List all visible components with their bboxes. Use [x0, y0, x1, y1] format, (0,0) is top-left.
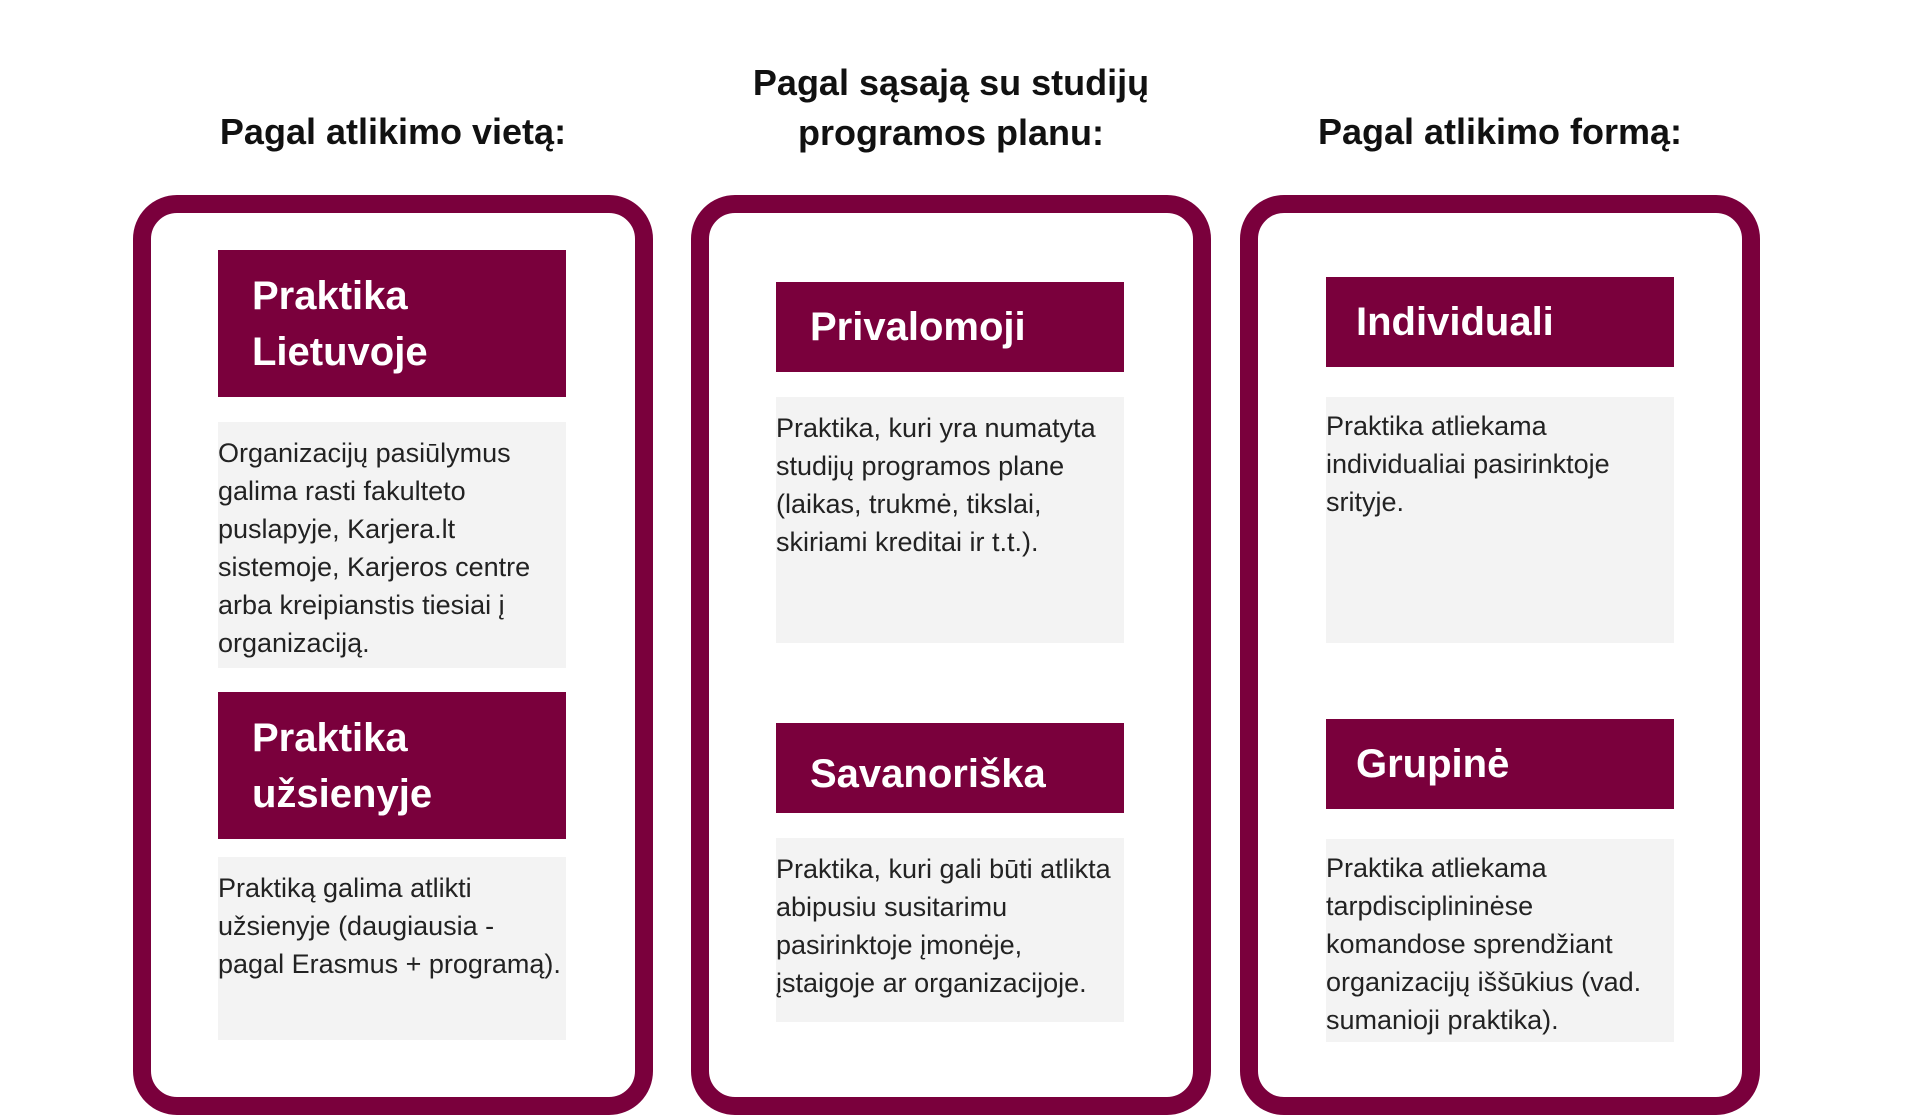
column-title: Pagal atlikimo vietą:	[219, 111, 567, 152]
column-title: Pagal atlikimo formą:	[1317, 111, 1683, 152]
category-heading: Privalomoji	[776, 282, 1124, 372]
category-card	[1326, 719, 1674, 1042]
category-card	[1326, 277, 1674, 643]
category-heading: Praktika užsienyje	[218, 692, 566, 839]
category-card	[776, 282, 1124, 643]
category-card	[776, 723, 1124, 1022]
category-heading: Savanoriška	[776, 723, 1124, 813]
category-card	[218, 692, 566, 1040]
category-card	[218, 250, 566, 668]
category-heading: Praktika Lietuvoje	[218, 250, 566, 397]
category-heading: Individuali	[1326, 277, 1674, 367]
category-heading: Grupinė	[1326, 719, 1674, 809]
column-by-form	[1240, 0, 1760, 1080]
category-description: Praktika atliekama individualiai pasirinktoje srityje.	[1326, 397, 1674, 643]
category-description: Praktiką galima atlikti užsienyje (daugiausia - pagal Erasmus + programą).	[218, 857, 566, 1040]
category-description: Praktika, kuri yra numatyta studijų programos plane (laikas, trukmė, tikslai, skiriami kreditai ir t.t.).	[776, 397, 1124, 643]
column-title: Pagal sąsają su studijų programos planu:	[752, 62, 1150, 153]
category-description: Organizacijų pasiūlymus galima rasti fakulteto puslapyje, Karjera.lt sistemoje, Karjeros centre arba kreipianstis tiesiai į organizaciją.	[218, 422, 566, 668]
category-description: Praktika, kuri gali būti atlikta abipusiu susitarimu pasirinktoje įmonėje, įstaigoje ar organizacijoje.	[776, 838, 1124, 1022]
column-by-location	[133, 0, 653, 1080]
category-description: Praktika atliekama tarpdisciplininėse komandose sprendžiant organizacijų iššūkius (vad. sumanioji praktika).	[1326, 839, 1674, 1042]
column-by-study-plan	[691, 0, 1211, 1080]
